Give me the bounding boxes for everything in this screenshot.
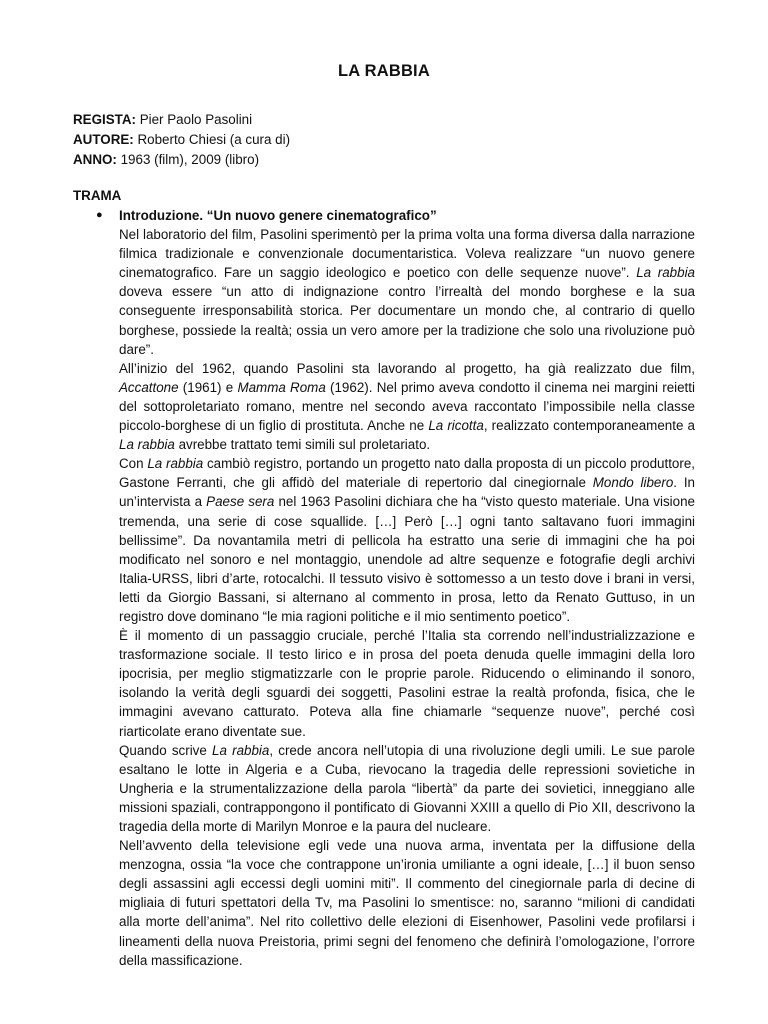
director-row bbox=[73, 110, 290, 130]
year-value: 1963 (film), 2009 (libro) bbox=[116, 152, 260, 167]
year-row bbox=[73, 150, 290, 170]
bullet-icon: ● bbox=[96, 209, 103, 221]
director-label: REGISTA: bbox=[73, 112, 136, 127]
italic-title: La rabbia bbox=[212, 742, 270, 758]
italic-title: Paese sera bbox=[206, 494, 275, 510]
author-value: Roberto Chiesi (a cura di) bbox=[133, 132, 291, 147]
bullet-section bbox=[96, 206, 696, 970]
text-run: Nell’avvento della televisione egli vede una nuova arma, inventata per la diffusione della menzogna, ossia “la voce che contrappone un’ironia umiliante a ogni ideale, […] il buon senso degli assassini agli eccessi degli uomini miti”. Il commento del cinegiornale parla di decine di migliaia di futuri spettatori della Tv, ma Pasolini lo smentisce: no, saranno “milioni di candidati alla morte dell’anima”. Nel rito collettivo delle elezioni di Eisenhower, Pasolini vede profilarsi i lineamenti della nuova Preistoria, primi segni del fenomeno che definirà l’omologazione, l’orrore della massificazione. bbox=[119, 838, 695, 968]
text-run: cambiò registro, portando un progetto nato dalla proposta di un piccolo produttore, Gastone Ferranti, che gli affidò del materiale di repertorio dal cinegiornale bbox=[119, 456, 695, 491]
text-run: nel 1963 Pasolini dichiara che ha “visto questo materiale. Una visione tremenda, una serie di cose squallide. […] Però […] ogni tanto saltavano fuori immagini bellissime”. Da novantamila metri di pellicola ha estratto una serie di immagini che ha poi modificato nel sonoro e nel montaggio, unendole ad altre sequenze e fotografie degli archivi Italia-URSS, libri d’arte, rotocalchi. Il tessuto visivo è sottomesso a un testo dove i brani in versi, letti da Giorgio Bassani, si alternano al commento in prosa, letto da Renato Guttuso, in un registro dove dominano “le mia ragioni politiche e il mio sentimento poetico”. bbox=[119, 494, 695, 624]
text-run: Nel laboratorio del film, Pasolini sperimentò per la prima volta una forma diversa dalla narrazione filmica tradizionale e convenzionale documentaristica. Voleva realizzare “un nuovo genere cinematografico. Fare un saggio ideologico e poetico con delle sequenze nuove”. bbox=[119, 227, 695, 281]
metadata-block bbox=[73, 110, 290, 170]
text-run: Quando scrive bbox=[119, 742, 213, 758]
text-run: . In un’intervista a bbox=[119, 475, 695, 510]
italic-title: La rabbia bbox=[119, 437, 175, 453]
text-run: , realizzato contemporaneamente a bbox=[483, 418, 695, 434]
italic-title: La ricotta bbox=[428, 418, 484, 434]
paragraph bbox=[119, 626, 695, 741]
year-label: ANNO: bbox=[73, 152, 117, 167]
text-run: avrebbe trattato temi simili sul proletariato. bbox=[174, 437, 431, 453]
author-row bbox=[73, 130, 290, 150]
paragraph bbox=[119, 225, 695, 359]
paragraph-list bbox=[119, 225, 695, 970]
italic-title: La rabbia bbox=[636, 265, 696, 281]
paragraph bbox=[119, 359, 695, 454]
text-run: È il momento di un passaggio cruciale, perché l’Italia sta correndo nell’industrializzazione e trasformazione sociale. Il testo lirico e in prosa del poeta denuda quelle immagini della loro ipocrisia, per meglio stigmatizzarle con le proprie parole. Riducendo o eliminando il sonoro, isolando la verità degli sguardi dei soggetti, Pasolini estrae la realtà profonda, fisica, che le immagini avevano catturato. Poteva alla fine chiamarle “sequenze nuove”, perché così riarticolate erano diventate sue. bbox=[119, 628, 695, 739]
text-run: , crede ancora nell’utopia di una rivoluzione degli umili. Le sue parole esaltano le lotte in Algeria e a Cuba, rievocano la tragedia delle repressioni sovietiche in Ungheria e la strumentalizzazione della parola “libertà” da parte dei sovietici, inneggiano alle missioni spaziali, contrappongono il pontificato di Giovanni XXIII a quello di Pio XII, descrivono la tragedia della morte di Marilyn Monroe e la paura del nucleare. bbox=[119, 742, 695, 834]
author-label: AUTORE: bbox=[73, 132, 134, 147]
text-run: Con bbox=[119, 456, 148, 472]
italic-title: Accattone bbox=[119, 379, 179, 395]
text-run: (1961) e bbox=[178, 379, 238, 395]
italic-title: La rabbia bbox=[147, 456, 204, 472]
document-title: LA RABBIA bbox=[338, 62, 430, 80]
section-heading: TRAMA bbox=[73, 188, 122, 203]
bullet-title: Introduzione. “Un nuovo genere cinematografico” bbox=[119, 208, 437, 223]
text-run: doveva essere “un atto di indignazione contro l’irrealtà del mondo borghese e la sua conseguente irresponsabilità storica. Per documentare un mondo che, al contrario di quello borghese, possiede la realtà; ossia un vero amore per la tradizione che solo una rivoluzione può dare”. bbox=[119, 284, 695, 357]
text-run: (1962). Nel primo aveva condotto il cinema nei margini reietti del sottoproletariato romano, mentre nel secondo aveva raccontato l’impossibile nella classe piccolo-borghese di un figlio di prostituta. Anche ne bbox=[119, 379, 695, 434]
italic-title: Mamma Roma bbox=[237, 379, 326, 395]
paragraph bbox=[119, 836, 695, 970]
text-run: All’inizio del 1962, quando Pasolini sta lavorando al progetto, ha già realizzato due film, bbox=[119, 360, 695, 376]
paragraph bbox=[119, 741, 695, 836]
paragraph bbox=[119, 454, 695, 626]
director-value: Pier Paolo Pasolini bbox=[135, 112, 253, 127]
italic-title: Mondo libero bbox=[592, 475, 674, 491]
